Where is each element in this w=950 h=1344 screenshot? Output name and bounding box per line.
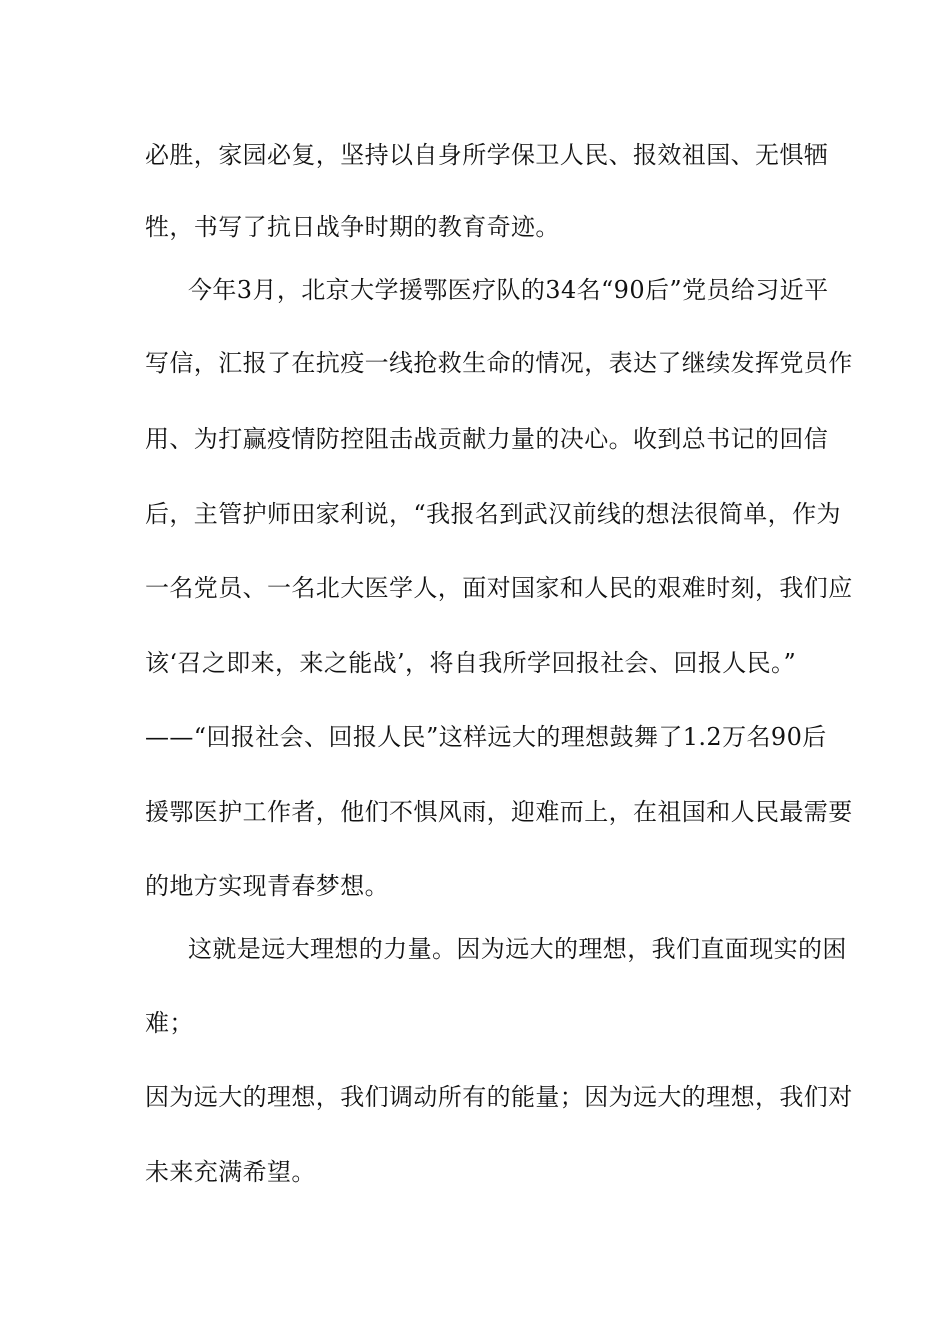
- text-line: 难；: [145, 1009, 194, 1037]
- text-line: 该‘召之即来，来之能战’，将自我所学回报社会、回报人民。”: [145, 649, 797, 677]
- text-line: 后，主管护师田家利说，“我报名到武汉前线的想法很简单，作为: [145, 500, 841, 528]
- text-line: 必胜，家园必复，坚持以自身所学保卫人民、报效祖国、无惧牺: [145, 141, 829, 169]
- text-line: ——“回报社会、回报人民”这样远大的理想鼓舞了1.2万名90后: [145, 723, 827, 751]
- text-line: 的地方实现青春梦想。: [145, 872, 389, 900]
- text-line: 一名党员、一名北大医学人，面对国家和人民的艰难时刻，我们应: [145, 574, 853, 602]
- text-line: 用、为打赢疫情防控阻击战贡献力量的决心。收到总书记的回信: [145, 425, 829, 453]
- text-line: 因为远大的理想，我们调动所有的能量；因为远大的理想，我们对: [145, 1083, 853, 1111]
- text-line: 未来充满希望。: [145, 1158, 316, 1186]
- text-line: 援鄂医护工作者，他们不惧风雨，迎难而上，在祖国和人民最需要: [145, 798, 853, 826]
- paragraph-start-line: 今年3月，北京大学援鄂医疗队的34名“90后”党员给习近平: [188, 276, 829, 304]
- paragraph-start-line: 这就是远大理想的力量。因为远大的理想，我们直面现实的困: [188, 935, 847, 963]
- text-line: 写信，汇报了在抗疫一线抢救生命的情况，表达了继续发挥党员作: [145, 349, 853, 377]
- text-line: 牲，书写了抗日战争时期的教育奇迹。: [145, 213, 560, 241]
